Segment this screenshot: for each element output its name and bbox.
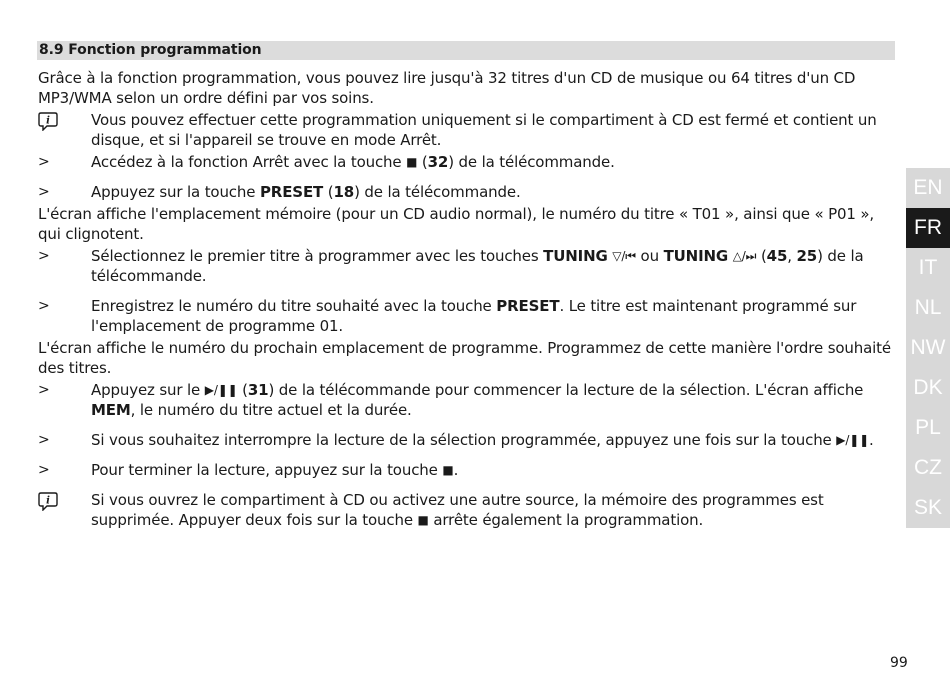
step-arrow-icon: > bbox=[38, 154, 50, 170]
remote-key-number: 18 bbox=[333, 183, 355, 201]
stop-icon: ■ bbox=[417, 513, 429, 527]
lang-tab-cz[interactable]: CZ bbox=[906, 448, 950, 488]
info-note-1 bbox=[38, 110, 893, 150]
preset-button-label: PRESET bbox=[496, 297, 560, 315]
intro-paragraph: Grâce à la fonction programmation, vous pouvez lire jusqu'à 32 titres d'un CD de musique ou 64 titres d'un CD MP3/WMA selon un ordre défini par vos soins. bbox=[38, 69, 856, 107]
step-preset: > Appuyez sur la touche PRESET (18) de la télécommande. bbox=[38, 183, 521, 201]
display-paragraph-1: L'écran affiche l'emplacement mémoire (pour un CD audio normal), le numéro du titre « T01 », ainsi que « P01 », qui clignotent. bbox=[38, 205, 875, 243]
play-pause-icon: ▶/❚❚ bbox=[836, 433, 870, 447]
language-index bbox=[906, 168, 950, 528]
main-content bbox=[38, 68, 893, 532]
section-heading-bar bbox=[37, 41, 895, 60]
tuning-down-skip-back-icon: ▽/⏮ bbox=[612, 249, 636, 263]
stop-icon: ■ bbox=[442, 463, 454, 477]
preset-button-label: PRESET bbox=[259, 183, 324, 201]
lang-tab-sk[interactable]: SK bbox=[906, 488, 950, 528]
step-arrow-icon: > bbox=[38, 248, 50, 264]
lang-tab-pl[interactable]: PL bbox=[906, 408, 950, 448]
page-number: 99 bbox=[890, 655, 908, 671]
step-pause: > Si vous souhaitez interrompre la lecture de la sélection programmée, appuyez une fois sur la touche ▶/❚❚. bbox=[38, 431, 874, 449]
display-paragraph-2: L'écran affiche le numéro du prochain emplacement de programme. Programmez de cette manière l'ordre souhaité des titres. bbox=[38, 339, 891, 377]
info-icon bbox=[38, 111, 58, 131]
lang-tab-en[interactable]: EN bbox=[906, 168, 950, 208]
lang-tab-nw[interactable]: NW bbox=[906, 328, 950, 368]
info-icon bbox=[38, 491, 58, 511]
tuning-button-label: TUNING bbox=[663, 247, 729, 265]
play-pause-icon: ▶/❚❚ bbox=[204, 383, 238, 397]
stop-icon: ■ bbox=[406, 155, 418, 169]
tuning-button-label: TUNING bbox=[543, 247, 608, 265]
step-arrow-icon: > bbox=[38, 298, 50, 314]
note-text: Vous pouvez effectuer cette programmation uniquement si le compartiment à CD est fermé et contient un disque, et si l'appareil se trouve en mode Arrêt. bbox=[91, 111, 877, 149]
lang-tab-dk[interactable]: DK bbox=[906, 368, 950, 408]
lang-tab-fr[interactable]: FR bbox=[906, 208, 950, 248]
svg-text:i: i bbox=[46, 115, 50, 127]
svg-text:i: i bbox=[46, 495, 50, 507]
step-arrow-icon: > bbox=[38, 462, 50, 478]
remote-key-number: 45 bbox=[766, 247, 788, 265]
tuning-up-skip-forward-icon: △/⏭ bbox=[732, 249, 757, 263]
step-end: > Pour terminer la lecture, appuyez sur la touche ■. bbox=[38, 461, 459, 479]
lang-tab-it[interactable]: IT bbox=[906, 248, 950, 288]
step-stop: > Accédez à la fonction Arrêt avec la touche ■ (32) de la télécommande. bbox=[38, 153, 615, 171]
step-arrow-icon: > bbox=[38, 382, 50, 398]
mem-display-label: MEM bbox=[91, 401, 131, 419]
step-arrow-icon: > bbox=[38, 184, 50, 200]
step-tuning: > Sélectionnez le premier titre à programmer avec les touches TUNING ▽/⏮ ou TUNING △/⏭ (45, 25) de la télécommande. bbox=[38, 247, 864, 285]
lang-tab-nl[interactable]: NL bbox=[906, 288, 950, 328]
section-title: 8.9 Fonction programmation bbox=[39, 42, 262, 58]
remote-key-number: 25 bbox=[796, 247, 818, 265]
info-note-2: i Si vous ouvrez le compartiment à CD ou activez une autre source, la mémoire des programmes est supprimée. Appuyer deux fois sur la touche ■ arrête également la programmation. bbox=[38, 490, 893, 530]
step-arrow-icon: > bbox=[38, 432, 50, 448]
remote-key-number: 32 bbox=[427, 153, 449, 171]
step-play: > Appuyez sur le ▶/❚❚ (31) de la télécommande pour commencer la lecture de la sélection. L'écran affiche MEM, le numéro du titre actuel et la durée. bbox=[38, 381, 864, 419]
remote-key-number: 31 bbox=[247, 381, 269, 399]
step-store: > Enregistrez le numéro du titre souhaité avec la touche PRESET. Le titre est maintenant programmé sur l'emplacement de programme 01. bbox=[38, 297, 857, 335]
